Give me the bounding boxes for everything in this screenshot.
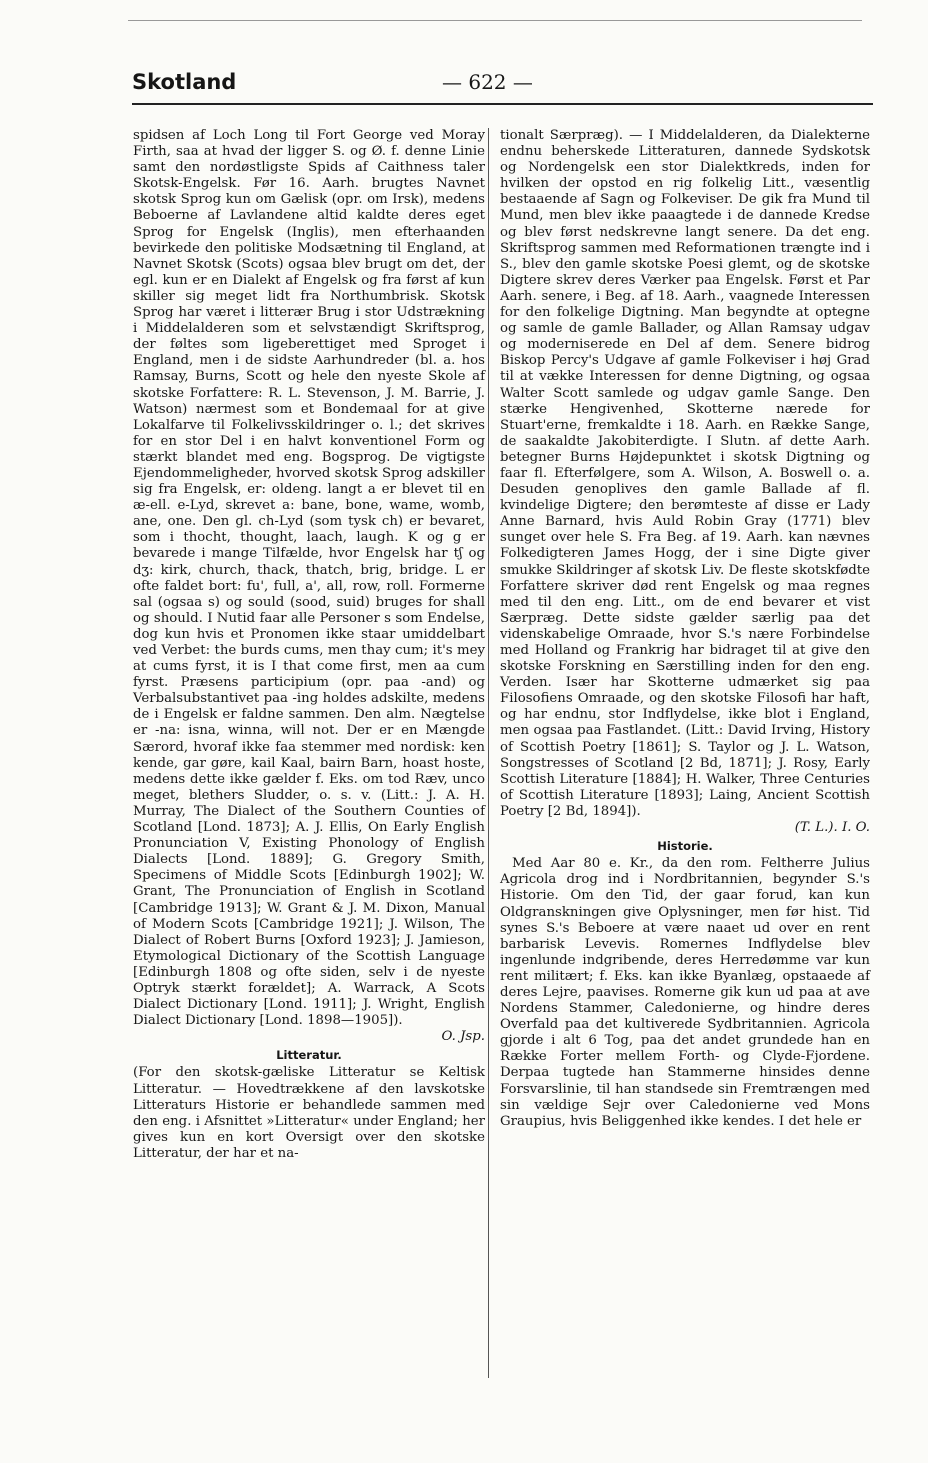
header-rule [132,103,873,105]
column-divider [488,128,489,1378]
page-header [132,70,872,100]
left-column [133,128,485,1162]
page-number: — 622 — [442,70,533,94]
paragraph-language: spidsen af Loch Long til Fort George ved Moray Firth, saa at hvad der ligger S. og Ø. f. denne Linie samt den nordøstligste Spids af Caithness taler Skotsk-Engelsk. Før 16. Aarh. brugtes Navnet skotsk Sprog kun om Gælisk (opr. om Irsk), medens Beboerne af Lavlandene altid kaldte deres eget Sprog for Engelsk (Inglis), men efterhaanden bevirkede den politiske Modsætning til England, at Navnet Skotsk (Scots) ogsaa blev brugt om det, der egl. kun er en Dialekt af Engelsk og fra først af kun skiller sig meget lidt fra Northumbrisk. Skotsk Sprog har været i litterær Brug i stor Udstrækning i Middelalderen som et selvstændigt Skriftsprog, der føltes som ligeberettiget med Sproget i England, men i de sidste Aarhundreder (bl. a. hos Ramsay, Burns, Scott og hele den nyeste Skole af skotske Forfattere: R. L. Stevenson, J. M. Barrie, J. Watson) nærmest som et Bondemaal for at give Lokalfarve til Folkelivsskildringer o. l.; det skrives for en stor Del i en halvt konventionel Form og stærkt blandet med eng. Bogsprog. De vigtigste Ejendommeligheder, hvorved skotsk Sprog adskiller sig fra Engelsk, er: oldeng. langt a er blevet til en æ-ell. e-Lyd, skrevet a: bane, bone, wame, womb, ane, one. Den gl. ch-Lyd (som tysk ch) er bevaret, som i thocht, thought, laach, laugh. K og g er bevarede i mange Tilfælde, hvor Engelsk har tʃ og dʒ: kirk, church, thack, thatch, brig, bridge. L er ofte faldet bort: fu', full, a', all, row, roll. Formerne sal (ogsaa s) og sould (sood, suid) bruges for shall og should. I Nutid faar alle Personer s som Endelse, dog kun hvis et Pronomen ikke staar umiddelbart ved Verbet: the burds cums, men thay cum; it's mey at cums fyrst, it is I that come first, men aa cum fyrst. Præsens participium (opr. paa -and) og Verbalsubstantivet paa -ing holdes adskilte, medens de i Engelsk er faldne sammen. Den alm. Nægtelse er -na: isna, winna, will not. Der er en Mængde Særord, hvoraf ikke faa stemmer med nordisk: ken kende, gar gøre, kail Kaal, bairn Barn, hoast hoste, medens dette ikke gælder f. Eks. om tod Ræv, unco meget, blethers Sludder, o. s. v. (Litt.: J. A. H. Murray, The Dialect of the Southern Counties of Scotland [Lond. 1873]; A. J. Ellis, On Early English Pronunciation V, Existing Phonology of English Dialects [Lond. 1889]; G. Gregory Smith, Specimens of Middle Scots [Edinburgh 1902]; W. Grant, The Pronunciation of English in Scotland [Cambridge 1913]; W. Grant & J. M. Dixon, Manual of Modern Scots [Cambridge 1921]; J. Wilson, The Dialect of Robert Burns [Oxford 1923]; J. Jamieson, Etymological Dictionary of the Scottish Language [Edinburgh 1808 og ofte siden, selv i de nyeste Optryk stærkt forældet]; A. Warrack, A Scots Dialect Dictionary [Lond. 1911]; J. Wright, English Dialect Dictionary [Lond. 1898—1905]). [133,128,485,1029]
paragraph-literature-intro: (For den skotsk-gæliske Litteratur se Keltisk Litteratur. — Hovedtrækkene af den lavskotske Litteraturs Historie er behandlede sammen med den eng. i Afsnittet »Litteratur« under England; her gives kun en kort Oversigt over den skotske Litteratur, der har et na- [133,1065,485,1161]
page-title: Skotland [132,70,237,94]
section-heading-historie: Historie. [657,839,713,854]
right-column [500,128,870,1130]
paragraph-history: Med Aar 80 e. Kr., da den rom. Feltherre Julius Agricola drog ind i Nordbritannien, begynder S.'s Historie. Om den Tid, der gaar forud, kan kun Oldgranskningen give Oplysninger, men før hist. Tid synes S.'s Beboere at være naaet ud over en rent barbarisk Levevis. Romernes Indflydelse blev ingenlunde indgribende, deres Herredømme var kun rent militært; f. Eks. kan ikke Byanlæg, opstaaede af deres Lejre, paavises. Romerne gik kun ud paa at ave Nordens Stammer, Caledonierne, og hindre deres Overfald paa det kultiverede Sydbritannien. Agricola gjorde i alt 6 Tog, paa det andet grundede han en Række Forter mellem Forth- og Clyde-Fjordene. Derpaa tugtede han Stammerne hinsides denne Forsvarslinie, til han standsede sin Fremtrængen med sin vældige Sejr over Caledonierne ved Mons Graupius, hvis Beliggenhed ikke kendes. I det hele er [500,856,870,1129]
author-signature: (T. L.). I. O. [794,820,870,836]
paragraph-literature: tionalt Særpræg). — I Middelalderen, da Dialekterne endnu beherskede Litteraturen, dannede Sydskotsk og Nordengelsk een stor Dialektkreds, inden for hvilken der opstod en rig folkelig Litt., væsentlig bestaaende af Sagn og Folkeviser. De gik fra Mund til Mund, men blev ikke paaagtede i de dannede Kredse og blev først nedskrevne langt senere. Da det eng. Skriftsprog sammen med Reformationen trængte ind i S., blev den gamle skotske Poesi glemt, og de skotske Digtere skrev deres Værker paa Engelsk. Først et Par Aarh. senere, i Beg. af 18. Aarh., vaagnede Interessen for den folkelige Digtning. Man begyndte at optegne og samle de gamle Ballader, og Allan Ramsay udgav og moderniserede en Del af dem. Senere bidrog Biskop Percy's Udgave af gamle Folkeviser i høj Grad til at vække Interessen for denne Digtning, og ogsaa Walter Scott samlede og udgav gamle Sange. Den stærke Hengivenhed, Skotterne nærede for Stuart'erne, fremkaldte i 18. Aarh. en Række Sange, de saakaldte Jakobiterdigte. I Slutn. af dette Aarh. betegner Burns Højdepunktet i skotsk Digtning og faar fl. Efterfølgere, som A. Wilson, A. Boswell o. a. Desuden genoplives den gamle Ballade af fl. kvindelige Digtere; den berømteste af disse er Lady Anne Barnard, hvis Auld Robin Gray (1771) blev sunget over hele S. Fra Beg. af 19. Aarh. kan nævnes Folkedigteren James Hogg, der i sine Digte giver smukke Skildringer af skotsk Liv. De fleste skotskfødte Forfattere skriver død rent Engelsk og maa regnes med til den eng. Litt., om de end bevarer et vist Særpræg. Dette sidste gælder særlig paa det videnskabelige Omraade, hvor S.'s nære Forbindelse med Holland og Frankrig har bidraget til at give den skotske Forskning en Særstilling inden for den eng. Verden. Især har Skotterne udmærket sig paa Filosofiens Omraade, og den skotske Filosofi har haft, og har endnu, stor Indflydelse, ikke blot i England, men ogsaa paa Fastlandet. (Litt.: David Irving, History of Scottish Poetry [1861]; S. Taylor og J. L. Watson, Songstresses of Scotland [2 Bd, 1871]; J. Rosy, Early Scottish Literature [1884]; H. Walker, Three Centuries of Scottish Literature [1893]; Laing, Ancient Scottish Poetry [2 Bd, 1894]). [500,128,870,819]
section-heading-litteratur: Litteratur. [276,1048,342,1063]
author-signature: O. Jsp. [441,1029,485,1045]
top-scan-line [128,20,862,21]
